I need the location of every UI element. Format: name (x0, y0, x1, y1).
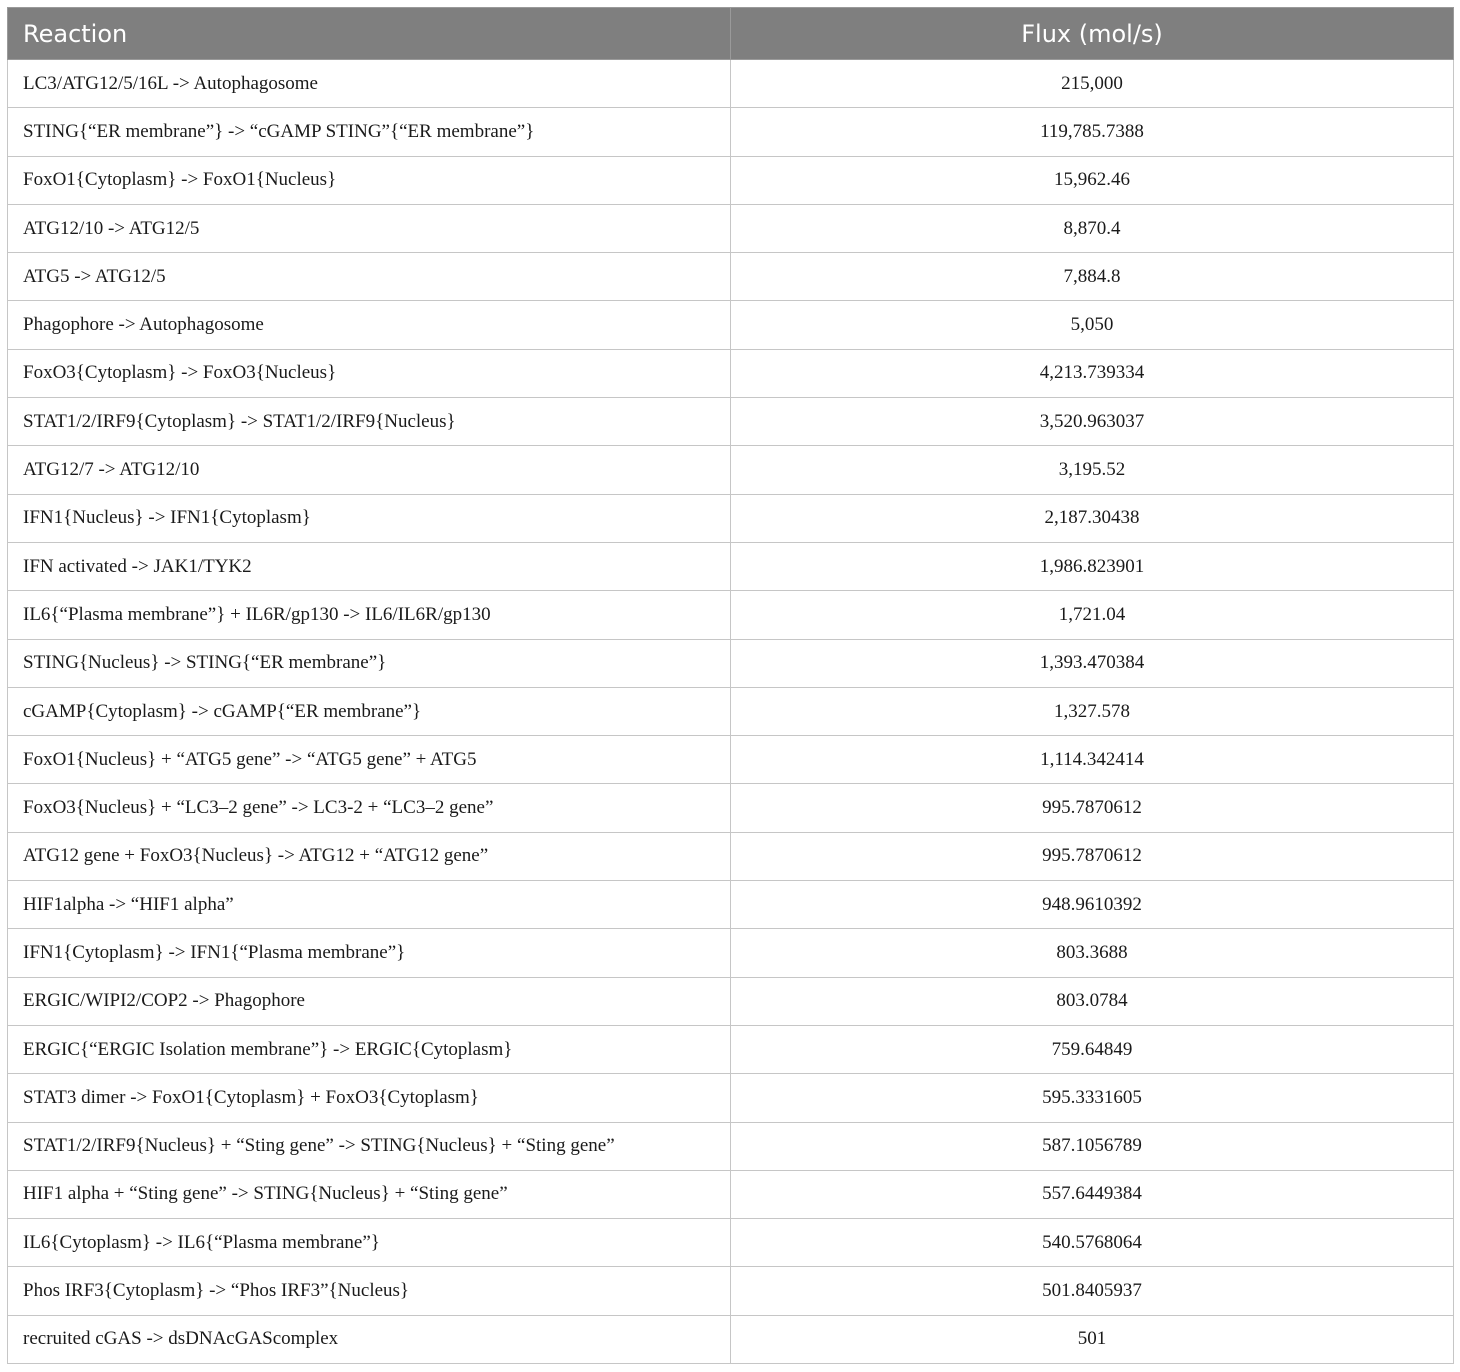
table-row (8, 929, 1454, 977)
flux-cell: 995.7870612 (731, 784, 1454, 832)
flux-cell: 803.3688 (731, 929, 1454, 977)
reaction-cell: STING{“ER membrane”} -> “cGAMP STING”{“ER membrane”} (8, 108, 731, 156)
table-row (8, 1170, 1454, 1218)
reaction-cell: IL6{“Plasma membrane”} + IL6R/gp130 -> IL6/IL6R/gp130 (8, 591, 731, 639)
reaction-cell: STAT1/2/IRF9{Nucleus} + “Sting gene” -> STING{Nucleus} + “Sting gene” (8, 1122, 731, 1170)
flux-cell: 2,187.30438 (731, 494, 1454, 542)
reaction-cell: LC3/ATG12/5/16L -> Autophagosome (8, 60, 731, 108)
table-row (8, 591, 1454, 639)
table-row (8, 301, 1454, 349)
table-row (8, 542, 1454, 590)
flux-cell: 3,195.52 (731, 446, 1454, 494)
column-header-reaction: Reaction (8, 8, 731, 60)
table-row (8, 1025, 1454, 1073)
table-row (8, 204, 1454, 252)
column-header-flux: Flux (mol/s) (731, 8, 1454, 60)
table-row (8, 446, 1454, 494)
table-row (8, 784, 1454, 832)
table-body (8, 60, 1454, 1364)
flux-cell: 540.5768064 (731, 1219, 1454, 1267)
table-row (8, 1219, 1454, 1267)
table-row (8, 349, 1454, 397)
reaction-cell: FoxO1{Nucleus} + “ATG5 gene” -> “ATG5 gene” + ATG5 (8, 736, 731, 784)
reaction-flux-table (7, 7, 1454, 1364)
reaction-cell: HIF1alpha -> “HIF1 alpha” (8, 881, 731, 929)
flux-cell: 595.3331605 (731, 1074, 1454, 1122)
reaction-cell: ERGIC{“ERGIC Isolation membrane”} -> ERGIC{Cytoplasm} (8, 1025, 731, 1073)
table-row (8, 398, 1454, 446)
flux-cell: 501 (731, 1315, 1454, 1363)
flux-cell: 5,050 (731, 301, 1454, 349)
reaction-cell: STING{Nucleus} -> STING{“ER membrane”} (8, 639, 731, 687)
reaction-cell: ATG12 gene + FoxO3{Nucleus} -> ATG12 + “ATG12 gene” (8, 832, 731, 880)
reaction-cell: FoxO1{Cytoplasm} -> FoxO1{Nucleus} (8, 156, 731, 204)
table-row (8, 253, 1454, 301)
reaction-cell: STAT1/2/IRF9{Cytoplasm} -> STAT1/2/IRF9{Nucleus} (8, 398, 731, 446)
flux-cell: 587.1056789 (731, 1122, 1454, 1170)
reaction-cell: Phagophore -> Autophagosome (8, 301, 731, 349)
table-row (8, 108, 1454, 156)
reaction-cell: Phos IRF3{Cytoplasm} -> “Phos IRF3”{Nucleus} (8, 1267, 731, 1315)
flux-cell: 1,114.342414 (731, 736, 1454, 784)
flux-cell: 501.8405937 (731, 1267, 1454, 1315)
table-row (8, 1267, 1454, 1315)
table-row (8, 977, 1454, 1025)
table-row (8, 736, 1454, 784)
flux-cell: 1,327.578 (731, 687, 1454, 735)
table-row (8, 1074, 1454, 1122)
reaction-cell: HIF1 alpha + “Sting gene” -> STING{Nucleus} + “Sting gene” (8, 1170, 731, 1218)
reaction-cell: IFN1{Nucleus} -> IFN1{Cytoplasm} (8, 494, 731, 542)
flux-cell: 1,986.823901 (731, 542, 1454, 590)
table-row (8, 156, 1454, 204)
reaction-cell: ATG12/10 -> ATG12/5 (8, 204, 731, 252)
table-header (8, 8, 1454, 60)
flux-cell: 15,962.46 (731, 156, 1454, 204)
reaction-cell: ATG5 -> ATG12/5 (8, 253, 731, 301)
reaction-cell: FoxO3{Cytoplasm} -> FoxO3{Nucleus} (8, 349, 731, 397)
reaction-cell: ERGIC/WIPI2/COP2 -> Phagophore (8, 977, 731, 1025)
flux-cell: 948.9610392 (731, 881, 1454, 929)
reaction-cell: FoxO3{Nucleus} + “LC3–2 gene” -> LC3-2 + “LC3–2 gene” (8, 784, 731, 832)
reaction-cell: recruited cGAS -> dsDNAcGAScomplex (8, 1315, 731, 1363)
table-row (8, 639, 1454, 687)
table-row (8, 687, 1454, 735)
table-row (8, 494, 1454, 542)
flux-cell: 7,884.8 (731, 253, 1454, 301)
reaction-cell: STAT3 dimer -> FoxO1{Cytoplasm} + FoxO3{Cytoplasm} (8, 1074, 731, 1122)
table-row (8, 1122, 1454, 1170)
flux-cell: 215,000 (731, 60, 1454, 108)
header-row (8, 8, 1454, 60)
table-row (8, 1315, 1454, 1363)
flux-cell: 803.0784 (731, 977, 1454, 1025)
table-row (8, 60, 1454, 108)
flux-table-container (7, 7, 1453, 1364)
flux-cell: 119,785.7388 (731, 108, 1454, 156)
flux-cell: 3,520.963037 (731, 398, 1454, 446)
table-row (8, 832, 1454, 880)
reaction-cell: IL6{Cytoplasm} -> IL6{“Plasma membrane”} (8, 1219, 731, 1267)
table-row (8, 881, 1454, 929)
flux-cell: 995.7870612 (731, 832, 1454, 880)
flux-cell: 557.6449384 (731, 1170, 1454, 1218)
flux-cell: 8,870.4 (731, 204, 1454, 252)
reaction-cell: IFN1{Cytoplasm} -> IFN1{“Plasma membrane”} (8, 929, 731, 977)
flux-cell: 4,213.739334 (731, 349, 1454, 397)
reaction-cell: ATG12/7 -> ATG12/10 (8, 446, 731, 494)
flux-cell: 1,393.470384 (731, 639, 1454, 687)
flux-cell: 759.64849 (731, 1025, 1454, 1073)
reaction-cell: cGAMP{Cytoplasm} -> cGAMP{“ER membrane”} (8, 687, 731, 735)
flux-cell: 1,721.04 (731, 591, 1454, 639)
reaction-cell: IFN activated -> JAK1/TYK2 (8, 542, 731, 590)
